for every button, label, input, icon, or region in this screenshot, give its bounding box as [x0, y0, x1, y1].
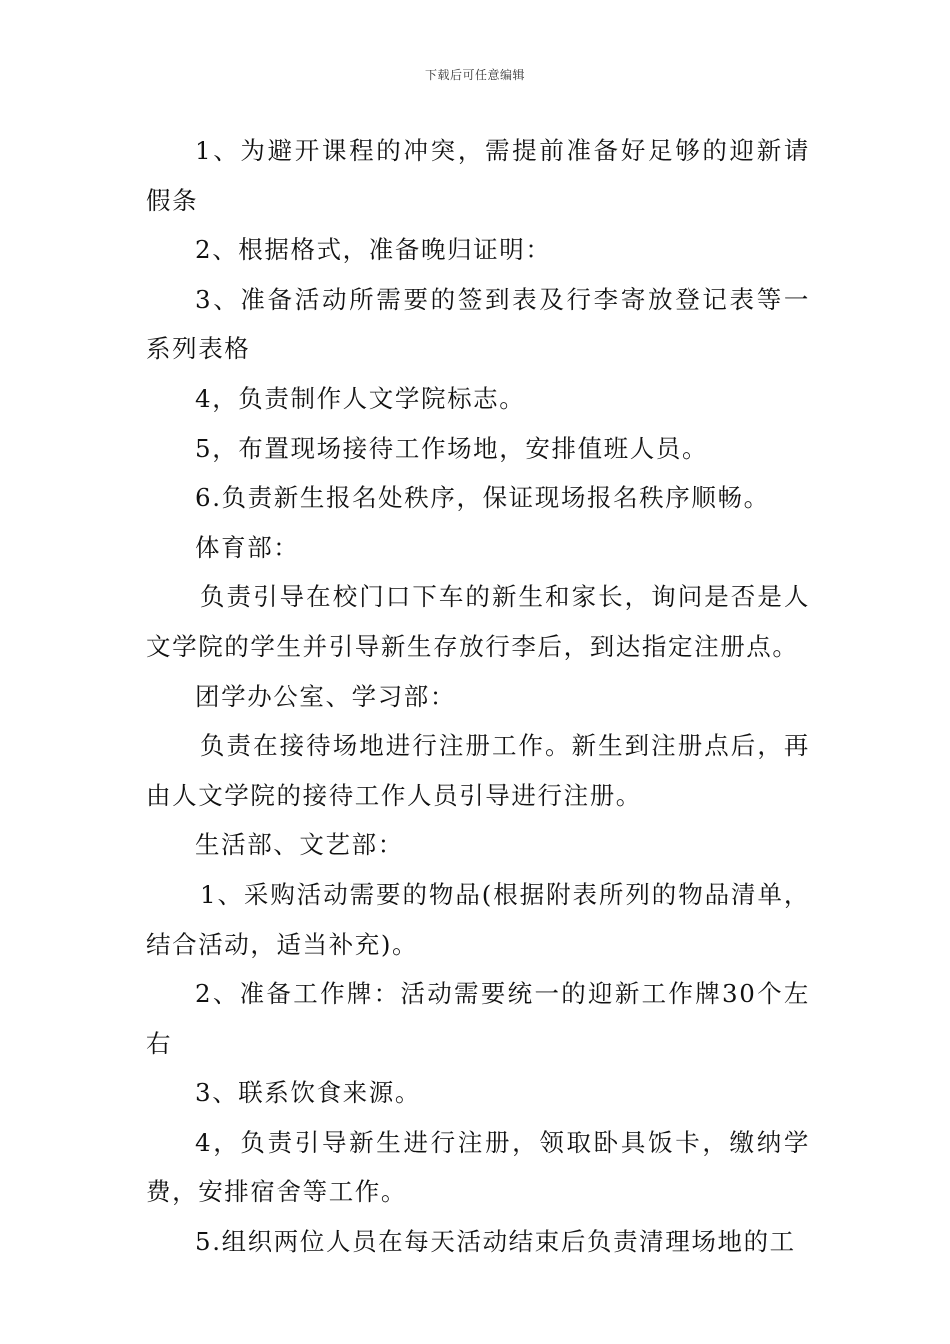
paragraph: 4，负责制作人文学院标志。 — [195, 383, 526, 413]
page-header-note: 下载后可任意编辑 — [424, 68, 525, 82]
paragraph: 6.负责新生报名处秩序，保证现场报名秩序顺畅。 — [195, 483, 770, 513]
paragraph: 1、为避开课程的冲突，需提前准备好足够的迎新请假条 — [146, 136, 810, 215]
section-heading: 生活部、文艺部： — [195, 830, 404, 860]
paragraph: 负责引导在校门口下车的新生和家长，询问是否是人文学院的学生并引导新生存放行李后，到达指定注册点。 — [146, 582, 810, 661]
paragraph: 5.组织两位人员在每天活动结束后负责清理场地的工 — [195, 1227, 796, 1257]
paragraph: 负责在接待场地进行注册工作。新生到注册点后，再由人文学院的接待工作人员引导进行注册。 — [146, 731, 810, 810]
section-heading: 团学办公室、学习部： — [195, 681, 456, 711]
paragraph: 2、准备工作牌：活动需要统一的迎新工作牌30个左右 — [146, 979, 810, 1058]
paragraph: 3、联系饮食来源。 — [195, 1078, 421, 1108]
document-body — [146, 126, 810, 1267]
paragraph: 5，布置现场接待工作场地，安排值班人员。 — [195, 433, 709, 463]
paragraph: 4，负责引导新生进行注册，领取卧具饭卡，缴纳学费，安排宿舍等工作。 — [146, 1127, 810, 1207]
paragraph: 2、根据格式，准备晚归证明： — [195, 235, 552, 265]
paragraph: 3、准备活动所需要的签到表及行李寄放登记表等一系列表格 — [146, 284, 810, 364]
section-heading: 体育部： — [195, 532, 300, 562]
paragraph: 1、采购活动需要的物品(根据附表所列的物品清单，结合活动，适当补充)。 — [146, 879, 810, 959]
